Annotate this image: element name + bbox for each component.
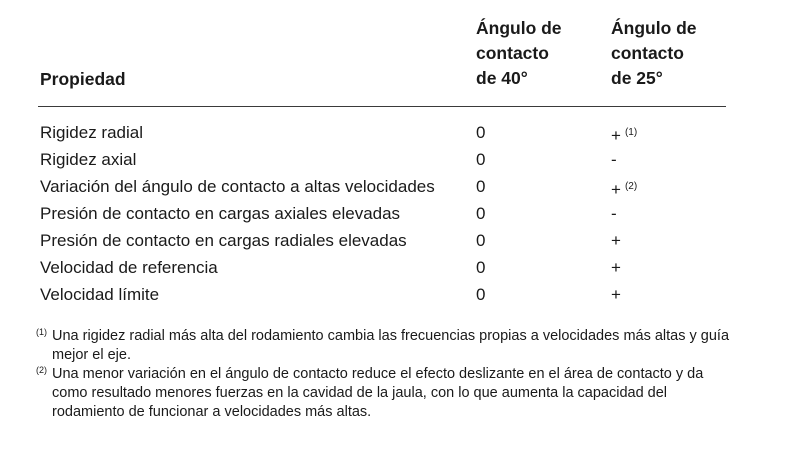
footnote-mark: (2)	[36, 365, 47, 375]
angle-25-cell: +	[611, 285, 621, 304]
table-body	[0, 119, 800, 308]
header-property: Propiedad	[40, 69, 126, 89]
angle-25-cell	[611, 173, 637, 203]
angle-25-value: +	[611, 126, 621, 145]
footnote-text: Una menor variación en el ángulo de contacto reduce el efecto deslizante en el área de contacto y da como resultado menores fuerzas en la cavidad de la jaula, con lo que aumenta la capacidad del rodamiento de funcionar a velocidades más altas.	[52, 366, 704, 420]
table-row	[0, 227, 800, 254]
property-cell: Rigidez axial	[40, 150, 137, 169]
table-row	[0, 146, 800, 173]
table-row	[0, 200, 800, 227]
angle-40-cell: 0	[476, 231, 486, 250]
property-cell: Variación del ángulo de contacto a altas velocidades	[40, 177, 435, 196]
angle-40-cell: 0	[476, 258, 486, 277]
angle-40-cell: 0	[476, 123, 486, 142]
header-angle-25-line-1: Ángulo de	[611, 18, 697, 38]
property-cell: Rigidez radial	[40, 123, 143, 142]
table-row	[0, 173, 800, 200]
angle-40-cell: 0	[476, 177, 486, 196]
table-row	[0, 254, 800, 281]
header-angle-25	[611, 16, 731, 91]
angle-40-cell: 0	[476, 285, 486, 304]
angle-25-cell	[611, 119, 637, 149]
angle-25-cell: +	[611, 258, 621, 277]
footnote	[36, 327, 736, 365]
footnote-mark: (1)	[36, 327, 47, 337]
header-angle-40	[476, 16, 596, 91]
table-row	[0, 281, 800, 308]
header-angle-40-line-2: contacto	[476, 43, 549, 63]
header-divider	[38, 106, 726, 107]
angle-25-cell: +	[611, 231, 621, 250]
angle-25-value: +	[611, 180, 621, 199]
header-angle-25-line-2: contacto	[611, 43, 684, 63]
angle-40-cell: 0	[476, 150, 486, 169]
footnote-ref: (2)	[624, 181, 638, 192]
header-angle-40-line-1: Ángulo de	[476, 18, 562, 38]
header-angle-25-line-3: de 25°	[611, 68, 663, 88]
footnotes	[36, 327, 736, 422]
property-cell: Presión de contacto en cargas axiales elevadas	[40, 204, 401, 223]
table-row	[0, 119, 800, 146]
property-cell: Velocidad de referencia	[40, 258, 218, 277]
property-cell: Presión de contacto en cargas radiales elevadas	[40, 231, 407, 250]
footnote	[36, 365, 736, 422]
property-cell: Velocidad límite	[40, 285, 160, 304]
angle-40-cell: 0	[476, 204, 486, 223]
footnote-text: Una rigidez radial más alta del rodamiento cambia las frecuencias propias a velocidades más altas y guía mejor el eje.	[52, 328, 730, 363]
footnote-ref: (1)	[624, 127, 638, 138]
angle-25-cell: -	[611, 204, 617, 223]
header-angle-40-line-3: de 40°	[476, 68, 528, 88]
angle-25-cell: -	[611, 150, 617, 169]
